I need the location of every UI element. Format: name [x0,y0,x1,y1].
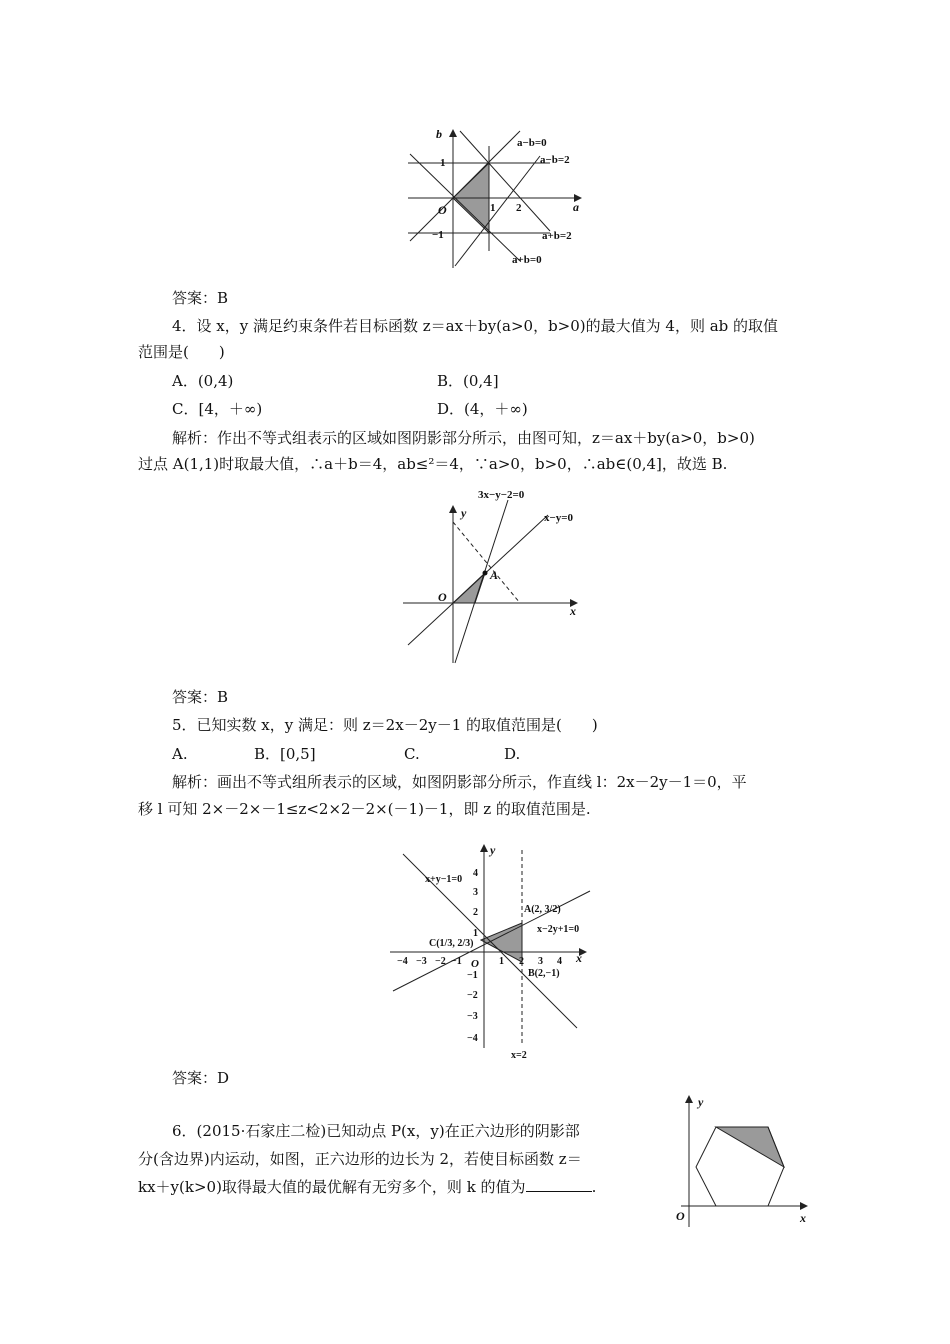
label-line-a-minus-b-2: a−b=2 [540,154,570,166]
label-x-axis: x [576,951,582,965]
xtick-neg3: −3 [416,956,427,967]
label-point-c: C(1/3, 2/3) [429,938,474,949]
xtick-2: 2 [519,956,524,967]
ytick-neg3: −3 [467,1011,478,1022]
ytick-neg1: −1 [467,970,478,981]
label-y-axis: y [698,1095,704,1109]
line-a-minus-b-0 [410,131,520,241]
label-line-x-plus-y-minus-1: x+y−1=0 [425,874,463,885]
label-neg-one-y: −1 [432,229,444,241]
q5-option-c: C. [404,745,420,763]
figure-q5 [385,838,595,1064]
label-one-y: 1 [440,157,446,169]
answer-q4: 答案：B [172,688,229,706]
ytick-4: 4 [473,868,478,879]
label-one-x: 1 [490,202,496,214]
label-a-axis: a [573,200,579,214]
ytick-1: 1 [473,928,478,939]
shaded-region [716,1127,784,1167]
q4-option-b: B．(0,4] [437,372,499,390]
q4-stem-line1: 4．设 x，y 满足约束条件若目标函数 z＝ax＋by(a>0，b>0)的最大值为 4，则 ab 的取值 [172,317,779,335]
figure-q6-hexagon [666,1092,816,1232]
q5-option-b: B．[0,5] [254,745,316,763]
label-x-axis: x [800,1211,806,1225]
label-origin: O [676,1209,685,1223]
ytick-3: 3 [473,887,478,898]
label-point-a: A(2, 3/2) [524,904,561,915]
q6-stem-line2: 分(含边界)内运动，如图，正六边形的边长为 2，若使目标函数 z＝ [138,1150,582,1168]
label-line-a-plus-b-2: a+b=2 [542,230,572,242]
xtick-neg2: −2 [435,956,446,967]
label-origin: O [438,590,447,604]
label-line-x-minus-2y-plus-1: x−2y+1=0 [537,924,580,935]
q4-stem-line2: 范围是( ) [138,343,225,361]
xtick-1: 1 [499,956,504,967]
label-point-b: B(2,−1) [528,968,560,979]
figure-ab-plane [400,126,600,271]
xtick-neg1: −1 [451,956,462,967]
label-line-3x-minus-y-minus-2: 3x−y−2=0 [478,489,525,501]
q4-option-a: A．(0,4) [172,372,234,390]
q5-stem: 5．已知实数 x，y 满足：则 z＝2x－2y－1 的取值范围是( ) [172,716,598,734]
xtick-neg4: −4 [397,956,408,967]
label-y-axis: y [461,506,467,520]
answer-q3: 答案：B [172,289,229,307]
label-line-x-equals-2: x=2 [511,1050,527,1061]
label-y-axis: y [490,843,496,857]
dashed-line [453,522,520,603]
line-x-minus-y [408,515,548,645]
line-a-plus-b-0 [410,154,520,261]
ytick-neg4: −4 [467,1033,478,1044]
label-line-a-minus-b-0: a−b=0 [517,137,547,149]
q6-stem-line3 [138,1176,596,1198]
q4-option-d: D．(4，＋∞) [437,400,528,418]
answer-q5: 答案：D [172,1069,230,1087]
label-b-axis: b [436,127,442,141]
label-line-a-plus-b-0: a+b=0 [512,254,542,266]
answer-blank [526,1177,592,1192]
line-3x-minus-y-minus-2 [455,500,508,663]
q6-stem-line3-text: kx＋y(k>0)取得最大值的最优解有无穷多个，则 k 的值为 [138,1178,526,1196]
point-a [483,571,488,576]
label-line-x-minus-y: x−y=0 [544,512,574,524]
ytick-2: 2 [473,907,478,918]
q6-stem-line3-end: . [591,1178,597,1196]
q5-option-d: D. [504,745,521,763]
q4-solution-line1: 解析：作出不等式组表示的区域如图阴影部分所示，由图可知，z＝ax＋by(a>0，b>0) [172,429,755,447]
q5-solution-line1: 解析：画出不等式组所表示的区域，如图阴影部分所示，作直线 l：2x－2y－1＝0，平 [172,773,747,791]
q4-option-c: C．[4，＋∞) [172,400,263,418]
q5-solution-line2: 移 l 可知 2×－2×－1≤z<2×2－2×(－1)－1，即 z 的取值范围是. [138,800,591,818]
q5-option-a: A. [172,745,188,763]
q6-stem-line1: 6．(2015·石家庄二检)已知动点 P(x，y)在正六边形的阴影部 [172,1122,580,1140]
ytick-neg2: −2 [467,990,478,1001]
label-x-axis: x [570,604,576,618]
figure-q4 [398,485,593,670]
xtick-4: 4 [557,956,562,967]
q4-solution-line2: 过点 A(1,1)时取最大值，∴a＋b＝4，ab≤²＝4，∵a>0，b>0，∴ab∈(0,4]，故选 B. [138,455,728,473]
label-point-a: A [490,568,499,582]
label-origin: O [438,203,447,217]
label-two-x: 2 [516,202,522,214]
xtick-3: 3 [538,956,543,967]
label-origin: O [471,958,479,970]
